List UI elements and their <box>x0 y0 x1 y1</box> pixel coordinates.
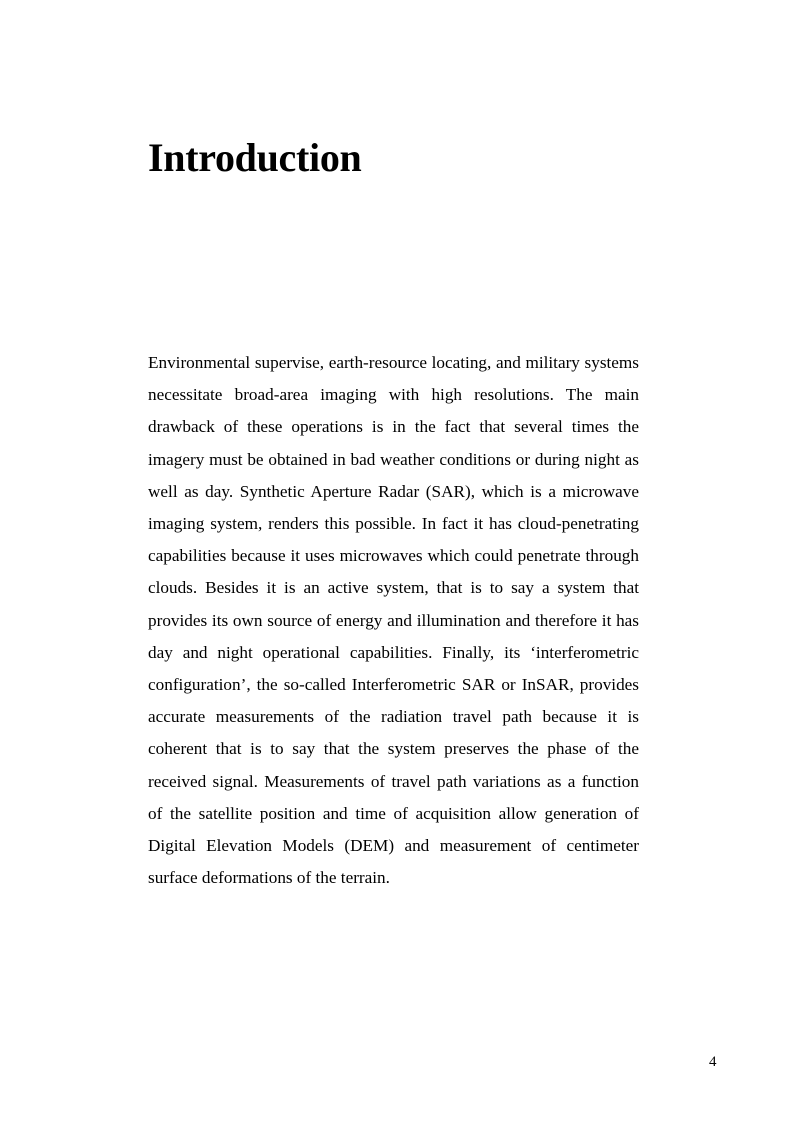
page-title: Introduction <box>148 135 362 180</box>
page-number: 4 <box>709 1054 717 1070</box>
body-paragraph: Environmental supervise, earth-resource locating, and military systems necessitate broad-area imaging with high resolutions. The main drawback of these operations is in the fact that several times the imagery must be obtained in bad weather conditions or during night as well as day. Synthetic Aperture Radar (SAR), which is a microwave imaging system, renders this possible. In fact it has cloud-penetrating capabilities because it uses microwaves which could penetrate through clouds. Besides it is an active system, that is to say a system that provides its own source of energy and illumination and therefore it has day and night operational capabilities. Finally, its ‘interferometric configuration’, the so-called Interferometric SAR or InSAR, provides accurate measurements of the radiation travel path because it is coherent that is to say that the system preserves the phase of the received signal. Measurements of travel path variations as a function of the satellite position and time of acquisition allow generation of Digital Elevation Models (DEM) and measurement of centimeter surface deformations of the terrain. <box>148 353 639 888</box>
